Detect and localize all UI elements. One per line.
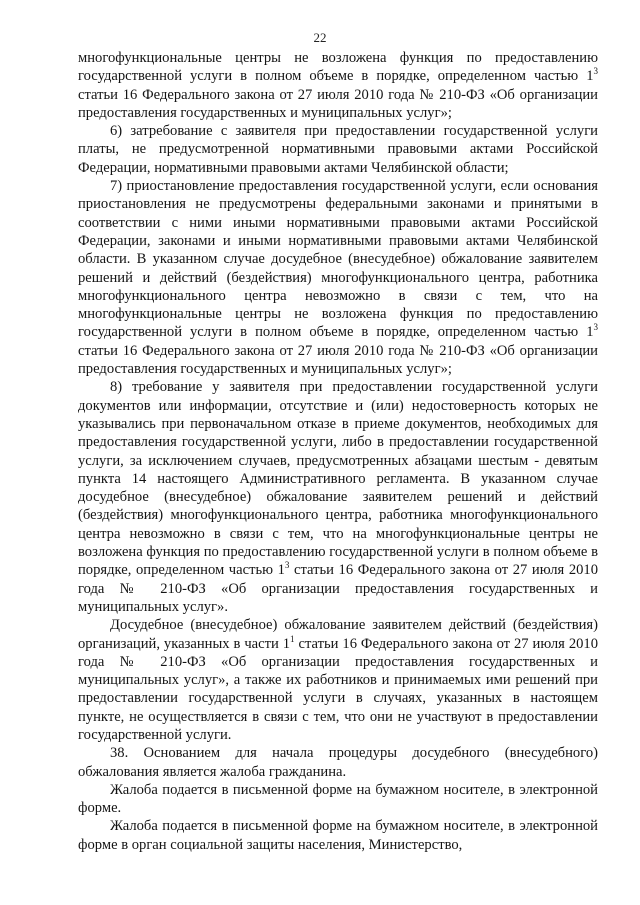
page-number: 22 xyxy=(313,30,327,45)
paragraph-item-6: 6) затребование с заявителя при предоставлении государственной услуги платы, не предусмотренной нормативными правовыми актами Российской Федерации, нормативными правовыми актами Челябинской области; xyxy=(78,123,598,176)
superscript-part-number: 3 xyxy=(593,66,598,77)
superscript-part-number: 3 xyxy=(284,560,290,571)
paragraph-complaint-submission: Жалоба подается в письменной форме на бумажном носителе, в электронной форме в орган социальной защиты населения, Министерство, xyxy=(78,818,598,853)
superscript-part-number: 1 xyxy=(290,633,295,644)
paragraph-item-38: 38. Основанием для начала процедуры досудебного (внесудебного) обжалования является жалоба гражданина. xyxy=(78,745,598,780)
paragraph-continuation: многофункциональные центры не возложена функция по предоставлению государственной услуги в полном объеме в порядке, определенном частью $1^3$ статьи 16 Федерального закона от 27 июля 2010 года № 210-ФЗ «Об организации предоставления государственных и муниципальных услуг»; xyxy=(78,50,598,121)
document-body xyxy=(78,49,598,854)
paragraph-pretrial-appeal: Досудебное (внесудебное) обжалование заявителем действий (бездействия) организаций, указанных в части $1^1$ статьи 16 Федерального закона от 27 июля 2010 года № 210-ФЗ «Об организации предоставления государственных и муниципальных услуг», а также их работников и принимаемых ими решений при предоставлении государственной услуги в случаях, указанных в настоящем пункте, не осуществляется в связи с тем, что они не участвуют в предоставлении государственной услуги. xyxy=(78,617,599,743)
superscript-part-number: 3 xyxy=(593,322,598,333)
paragraph-complaint-form: Жалоба подается в письменной форме на бумажном носителе, в электронной форме. xyxy=(78,781,598,817)
paragraph-item-8: 8) требование у заявителя при предоставлении государственной услуги документов или информации, отсутствие и (или) недостоверность которых не указывались при первоначальном отказе в приеме документов, необходимых для предоставления государственной услуги, либо в предоставлении государственной услуги, за исключением случаев, предусмотренных абзацами шестым - девятым пункта 14 настоящего Административного регламента. В указанном случае досудебное (внесудебное) обжалование заявителем решений и действий (бездействия) многофункционального центра, работника многофункционального центра невозможно в связи с тем, что на многофункциональные центры не возложена функция по предоставлению государственной услуги в полном объеме в порядке, определенном частью $1^3$ статьи 16 Федерального закона от 27 июля 2010 года № 210-ФЗ «Об организации предоставления государственных и муниципальных услуг». xyxy=(78,379,599,615)
paragraph-item-7: 7) приостановление предоставления государственной услуги, если основания приостановления не предусмотрены федеральными законами и принятыми в соответствии с ними иными нормативными правовыми актами Российской Федерации, законами и иными нормативными правовыми актами Челябинской области. В указанном случае досудебное (внесудебное) обжалование заявителем решений и действий (бездействия) многофункционального центра, работника многофункционального центра невозможно в связи с тем, что на многофункциональные центры не возложена функция по предоставлению государственной услуги в полном объеме в порядке, определенном частью $1^3$ статьи 16 Федерального закона от 27 июля 2010 года № 210-ФЗ «Об организации предоставления государственных и муниципальных услуг»; xyxy=(78,178,598,378)
